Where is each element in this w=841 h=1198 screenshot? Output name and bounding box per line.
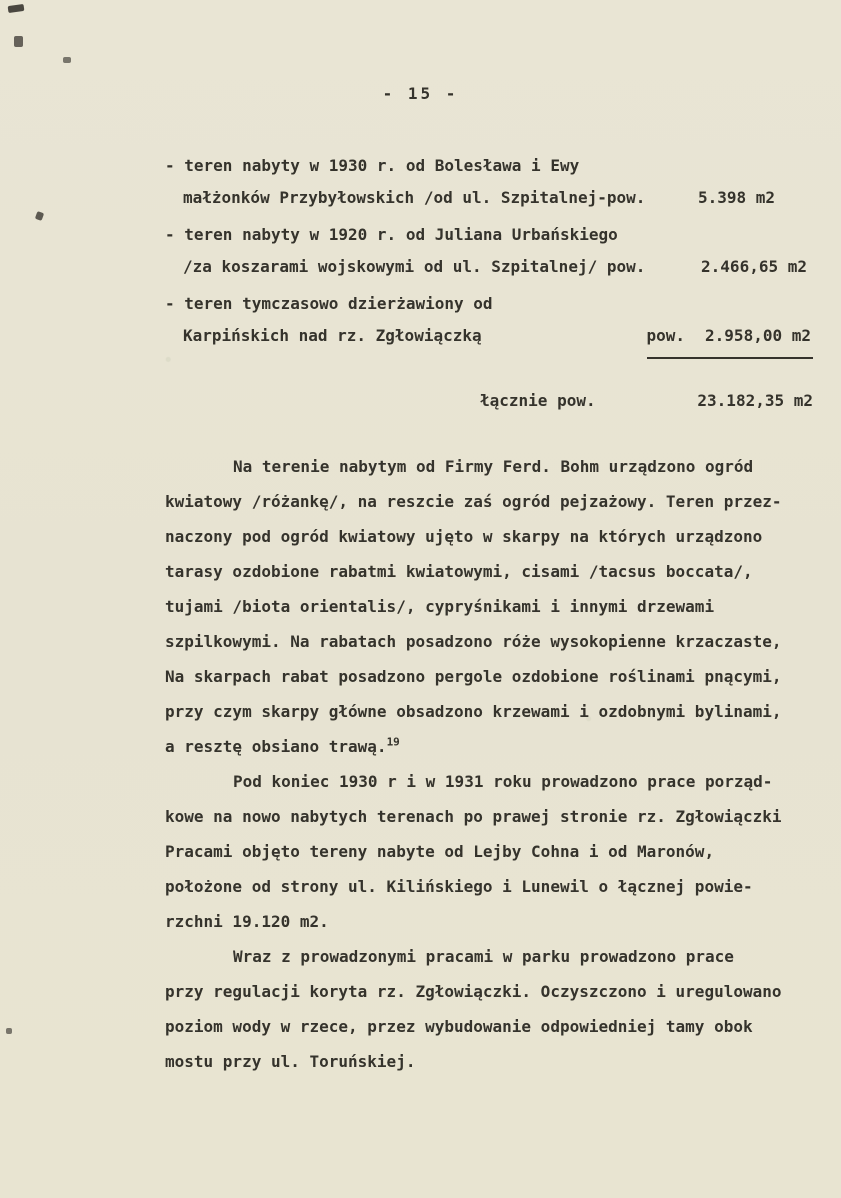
text-line: mostu przy ul. Toruńskiej. bbox=[165, 1052, 416, 1071]
text-line: rzchni 19.120 m2. bbox=[165, 912, 329, 931]
text-line: Na terenie nabytym od Firmy Ferd. Bohm urządzono ogród bbox=[233, 457, 754, 476]
area-underlined bbox=[647, 320, 814, 359]
text-line: przy czym skarpy główne obsadzono krzewami i ozdobnymi bylinami, bbox=[165, 702, 782, 721]
text-line: tujami /biota orientalis/, cypryśnikami i innymi drzewami bbox=[165, 597, 715, 616]
land-item-line1: - teren nabyty w 1930 r. od Bolesława i Ewy bbox=[165, 156, 580, 175]
scan-artifact bbox=[35, 211, 44, 221]
text-line-tail: a resztę obsiano trawą. bbox=[165, 737, 387, 756]
area-label: pow. bbox=[646, 326, 686, 345]
text-line: kwiatowy /różankę/, na reszcie zaś ogród pejzażowy. Teren przez- bbox=[165, 492, 782, 511]
land-item-line1: - teren nabyty w 1920 r. od Juliana Urbańskiego bbox=[165, 225, 618, 244]
text-line: Pracami objęto tereny nabyte od Lejby Cohna i od Maronów, bbox=[165, 842, 715, 861]
land-item-line1: - teren tymczasowo dzierżawiony od bbox=[165, 294, 493, 313]
area-value: 2.466,65 m2 bbox=[701, 257, 807, 276]
area-value: 5.398 m2 bbox=[697, 188, 775, 207]
text-line: Na skarpach rabat posadzono pergole ozdobione roślinami pnącymi, bbox=[165, 667, 782, 686]
text-line: przy regulacji koryta rz. Zgłowiączki. Oczyszczono i uregulowano bbox=[165, 982, 782, 1001]
text-line: kowe na nowo nabytych terenach po prawej stronie rz. Zgłowiączki bbox=[165, 807, 782, 826]
text-line bbox=[165, 729, 813, 764]
area-value: 2.958,00 m2 bbox=[705, 326, 811, 345]
land-item bbox=[165, 219, 813, 283]
land-item-line2: /za koszarami wojskowymi od ul. Szpitalnej/ pow. bbox=[183, 257, 646, 276]
text-line: Wraz z prowadzonymi pracami w parku prowadzono prace bbox=[233, 947, 734, 966]
total-value: 23.182,35 m2 bbox=[697, 391, 813, 410]
scan-artifact bbox=[8, 4, 25, 13]
land-item-line2: małżonków Przybyłowskich /od ul. Szpitalnej-pow. bbox=[183, 188, 646, 207]
text-line: poziom wody w rzece, przez wybudowanie odpowiedniej tamy obok bbox=[165, 1017, 753, 1036]
land-item-line2: Karpińskich nad rz. Zgłowiączką bbox=[183, 326, 482, 345]
paragraph bbox=[165, 939, 813, 1079]
text-line: szpilkowymi. Na rabatach posadzono róże wysokopienne krzaczaste, bbox=[165, 632, 782, 651]
land-item bbox=[165, 288, 813, 359]
footnote-marker: 19 bbox=[386, 735, 400, 749]
land-item bbox=[165, 150, 813, 214]
scan-artifact bbox=[6, 1028, 12, 1034]
scan-artifact bbox=[63, 57, 71, 63]
total-row bbox=[165, 385, 813, 417]
text-line: położone od strony ul. Kilińskiego i Lunewil o łącznej powie- bbox=[165, 877, 753, 896]
text-line: naczony pod ogród kwiatowy ujęto w skarpy na których urządzono bbox=[165, 527, 763, 546]
scan-artifact bbox=[14, 36, 23, 47]
text-line: tarasy ozdobione rabatmi kwiatowymi, cisami /tacsus boccata/, bbox=[165, 562, 753, 581]
page-content bbox=[165, 150, 813, 1079]
total-label: łącznie pow. bbox=[480, 391, 596, 410]
text-line: Pod koniec 1930 r i w 1931 roku prowadzono prace porząd- bbox=[233, 772, 773, 791]
body-text bbox=[165, 449, 813, 1079]
paragraph bbox=[165, 449, 813, 764]
page-number: - 15 - bbox=[382, 84, 459, 103]
paragraph bbox=[165, 764, 813, 939]
